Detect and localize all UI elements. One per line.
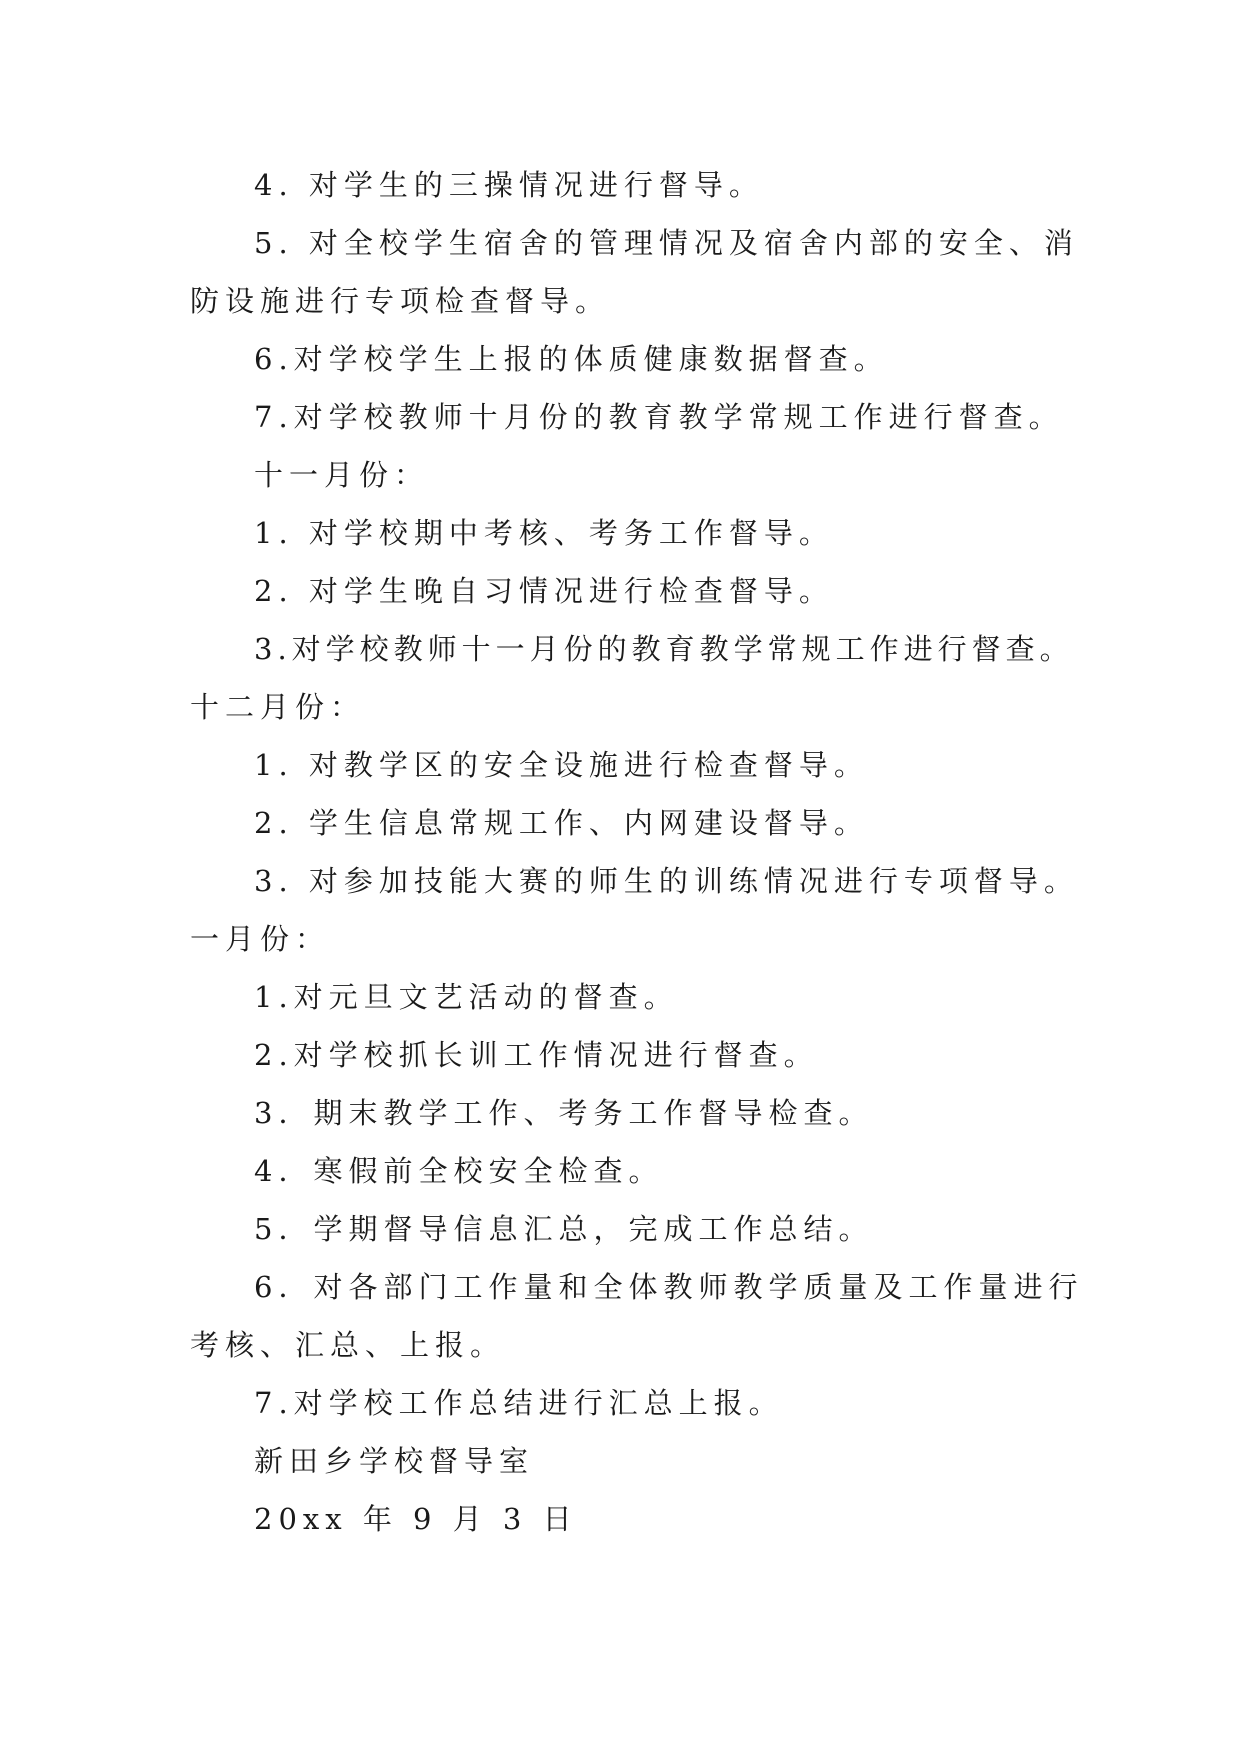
list-item: 4．寒假前全校安全检查。	[254, 1154, 664, 1188]
signature-organization: 新田乡学校督导室	[254, 1444, 535, 1478]
list-item: 1.对元旦文艺活动的督查。	[254, 980, 679, 1014]
list-item: 3. 对参加技能大赛的师生的训练情况进行专项督导。	[254, 864, 1079, 898]
list-item: 6．对各部门工作量和全体教师教学质量及工作量进行	[254, 1270, 1084, 1304]
list-item: 5. 对全校学生宿舍的管理情况及宿舍内部的安全、消	[254, 226, 1079, 260]
list-item: 1. 对教学区的安全设施进行检查督导。	[254, 748, 869, 782]
list-item: 3.对学校教师十一月份的教育教学常规工作进行督查。	[254, 632, 1074, 666]
list-item: 2. 学生信息常规工作、内网建设督导。	[254, 806, 869, 840]
list-item: 7.对学校教师十月份的教育教学常规工作进行督查。	[254, 400, 1064, 434]
list-item: 6.对学校学生上报的体质健康数据督查。	[254, 342, 889, 376]
section-heading: 一月份：	[190, 922, 331, 956]
list-item: 4. 对学生的三操情况进行督导。	[254, 168, 764, 202]
list-item: 1. 对学校期中考核、考务工作督导。	[254, 516, 834, 550]
section-heading: 十一月份：	[254, 458, 430, 492]
list-item-continuation: 防设施进行专项检查督导。	[190, 284, 611, 318]
section-heading: 十二月份：	[190, 690, 366, 724]
list-item: 2.对学校抓长训工作情况进行督查。	[254, 1038, 819, 1072]
signature-date: 20xx 年 9 月 3 日	[254, 1502, 578, 1536]
list-item: 5．学期督导信息汇总，完成工作总结。	[254, 1212, 874, 1246]
list-item: 3．期末教学工作、考务工作督导检查。	[254, 1096, 874, 1130]
list-item-continuation: 考核、汇总、上报。	[190, 1328, 506, 1362]
list-item: 7.对学校工作总结进行汇总上报。	[254, 1386, 784, 1420]
list-item: 2. 对学生晚自习情况进行检查督导。	[254, 574, 834, 608]
